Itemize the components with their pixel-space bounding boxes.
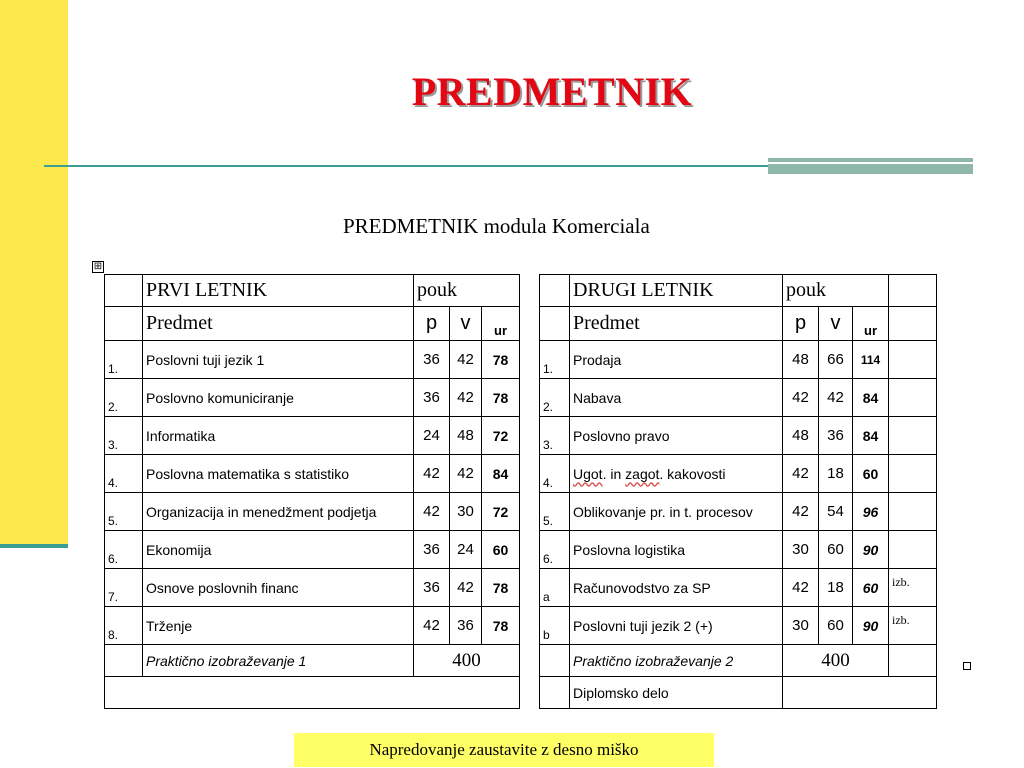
- left-row-number: 6.: [105, 531, 143, 569]
- left-subject-name: Poslovna matematika s statistiko: [143, 455, 414, 493]
- spellcheck-word: Ugot: [573, 465, 603, 482]
- right-row-number: 4.: [540, 455, 570, 493]
- left-p-value: 42: [414, 607, 450, 645]
- left-ur-value: 72: [482, 493, 520, 531]
- right-subject-name: [570, 455, 783, 493]
- right-v-value: 60: [819, 607, 853, 645]
- left-ur-value: 78: [482, 341, 520, 379]
- footer-note: Napredovanje zaustavite z desno miško: [294, 733, 714, 767]
- cell-empty: [540, 677, 570, 709]
- cell-empty: [105, 307, 143, 341]
- left-p-value: 36: [414, 341, 450, 379]
- right-row-number: b: [540, 607, 570, 645]
- right-note: izb.: [889, 607, 937, 645]
- right-subject-name: Poslovni tuji jezik 2 (+): [570, 607, 783, 645]
- left-v-value: 42: [450, 569, 482, 607]
- second-year-heading: DRUGI LETNIK: [570, 275, 783, 307]
- right-ur-value: 60: [853, 569, 889, 607]
- right-ur-value: 84: [853, 379, 889, 417]
- right-p-value: 30: [783, 531, 819, 569]
- right-practical-hours: 400: [783, 645, 889, 677]
- left-v-value: 42: [450, 341, 482, 379]
- right-note: izb.: [889, 569, 937, 607]
- right-pouk-heading: pouk: [783, 275, 889, 307]
- right-p-value: 30: [783, 607, 819, 645]
- cell-empty: [105, 275, 143, 307]
- cell-empty: [540, 275, 570, 307]
- table-gap: [520, 275, 540, 709]
- left-ur-value: 78: [482, 379, 520, 417]
- left-row-number: 2.: [105, 379, 143, 417]
- spellcheck-word: zagot: [625, 465, 660, 482]
- left-v-value: 30: [450, 493, 482, 531]
- right-v-value: 66: [819, 341, 853, 379]
- title-rule-thin: [44, 165, 774, 167]
- right-ur-value: 60: [853, 455, 889, 493]
- left-p-value: 36: [414, 569, 450, 607]
- left-pouk-heading: pouk: [414, 275, 520, 307]
- left-v-value: 42: [450, 455, 482, 493]
- right-p-value: 48: [783, 341, 819, 379]
- subject-text: . in: [602, 465, 626, 482]
- cell-empty: [105, 677, 520, 709]
- left-ur-heading: ur: [482, 307, 520, 341]
- title-rule-thick: [768, 158, 973, 174]
- left-subject-name: Osnove poslovnih financ: [143, 569, 414, 607]
- right-ur-value: 84: [853, 417, 889, 455]
- right-ur-heading: ur: [853, 307, 889, 341]
- left-practical-hours: 400: [414, 645, 520, 677]
- left-row-number: 3.: [105, 417, 143, 455]
- left-subject-name: Poslovno komuniciranje: [143, 379, 414, 417]
- left-v-value: 48: [450, 417, 482, 455]
- right-diploma-label: Diplomsko delo: [570, 677, 783, 709]
- cell-empty: [889, 307, 937, 341]
- slide-title: PREDMETNIK: [411, 69, 693, 114]
- right-p-value: 42: [783, 379, 819, 417]
- left-p-heading: p: [414, 307, 450, 341]
- table-caption: PREDMETNIK modula Komerciala: [343, 214, 650, 238]
- cell-empty: [540, 307, 570, 341]
- right-row-number: a: [540, 569, 570, 607]
- left-ur-value: 84: [482, 455, 520, 493]
- cell-empty: [105, 645, 143, 677]
- left-subject-name: Organizacija in menedžment podjetja: [143, 493, 414, 531]
- left-row-number: 4.: [105, 455, 143, 493]
- cell-empty: [540, 645, 570, 677]
- right-v-value: 18: [819, 569, 853, 607]
- curriculum-table-wrapper: [104, 274, 937, 709]
- right-ur-value: 96: [853, 493, 889, 531]
- left-p-value: 42: [414, 455, 450, 493]
- right-ur-value: 90: [853, 607, 889, 645]
- left-row-number: 1.: [105, 341, 143, 379]
- right-subject-name: Poslovno pravo: [570, 417, 783, 455]
- right-v-value: 54: [819, 493, 853, 531]
- left-subject-name: Ekonomija: [143, 531, 414, 569]
- left-row-number: 5.: [105, 493, 143, 531]
- right-v-heading: v: [819, 307, 853, 341]
- right-row-number: 2.: [540, 379, 570, 417]
- left-practical-label: Praktično izobraževanje 1: [143, 645, 414, 677]
- right-p-value: 48: [783, 417, 819, 455]
- left-accent-line: [0, 544, 68, 548]
- right-subject-heading: Predmet: [570, 307, 783, 341]
- right-row-number: 1.: [540, 341, 570, 379]
- first-year-heading: PRVI LETNIK: [143, 275, 414, 307]
- right-p-value: 42: [783, 493, 819, 531]
- left-ur-value: 78: [482, 569, 520, 607]
- right-row-number: 6.: [540, 531, 570, 569]
- left-row-number: 8.: [105, 607, 143, 645]
- left-row-number: 7.: [105, 569, 143, 607]
- right-note: [889, 379, 937, 417]
- cell-empty: [889, 275, 937, 307]
- right-note: [889, 341, 937, 379]
- right-row-number: 3.: [540, 417, 570, 455]
- cell-empty: [889, 645, 937, 677]
- left-v-value: 36: [450, 607, 482, 645]
- subject-text: . kakovosti: [659, 465, 726, 482]
- right-p-heading: p: [783, 307, 819, 341]
- cell-empty: [783, 677, 937, 709]
- right-note: [889, 455, 937, 493]
- right-subject-name: Računovodstvo za SP: [570, 569, 783, 607]
- table-move-handle-icon[interactable]: ⊞: [93, 261, 103, 272]
- right-subject-name: Prodaja: [570, 341, 783, 379]
- left-v-heading: v: [450, 307, 482, 341]
- right-subject-name: Poslovna logistika: [570, 531, 783, 569]
- left-ur-value: 72: [482, 417, 520, 455]
- right-p-value: 42: [783, 455, 819, 493]
- left-subject-name: Poslovni tuji jezik 1: [143, 341, 414, 379]
- left-subject-heading: Predmet: [143, 307, 414, 341]
- left-subject-name: Trženje: [143, 607, 414, 645]
- right-ur-value: 114: [853, 341, 889, 379]
- left-p-value: 24: [414, 417, 450, 455]
- right-note: [889, 417, 937, 455]
- right-v-value: 60: [819, 531, 853, 569]
- right-p-value: 42: [783, 569, 819, 607]
- right-note: [889, 493, 937, 531]
- right-v-value: 36: [819, 417, 853, 455]
- table-resize-handle[interactable]: [963, 662, 971, 670]
- left-v-value: 42: [450, 379, 482, 417]
- right-ur-value: 90: [853, 531, 889, 569]
- left-subject-name: Informatika: [143, 417, 414, 455]
- right-v-value: 42: [819, 379, 853, 417]
- header-row-1: [105, 275, 937, 307]
- right-note: [889, 531, 937, 569]
- left-ur-value: 60: [482, 531, 520, 569]
- right-practical-label: Praktično izobraževanje 2: [570, 645, 783, 677]
- left-v-value: 24: [450, 531, 482, 569]
- right-subject-name: Oblikovanje pr. in t. procesov: [570, 493, 783, 531]
- right-v-value: 18: [819, 455, 853, 493]
- curriculum-table: [104, 274, 937, 709]
- left-p-value: 36: [414, 531, 450, 569]
- left-p-value: 36: [414, 379, 450, 417]
- right-row-number: 5.: [540, 493, 570, 531]
- left-p-value: 42: [414, 493, 450, 531]
- right-subject-name: Nabava: [570, 379, 783, 417]
- left-ur-value: 78: [482, 607, 520, 645]
